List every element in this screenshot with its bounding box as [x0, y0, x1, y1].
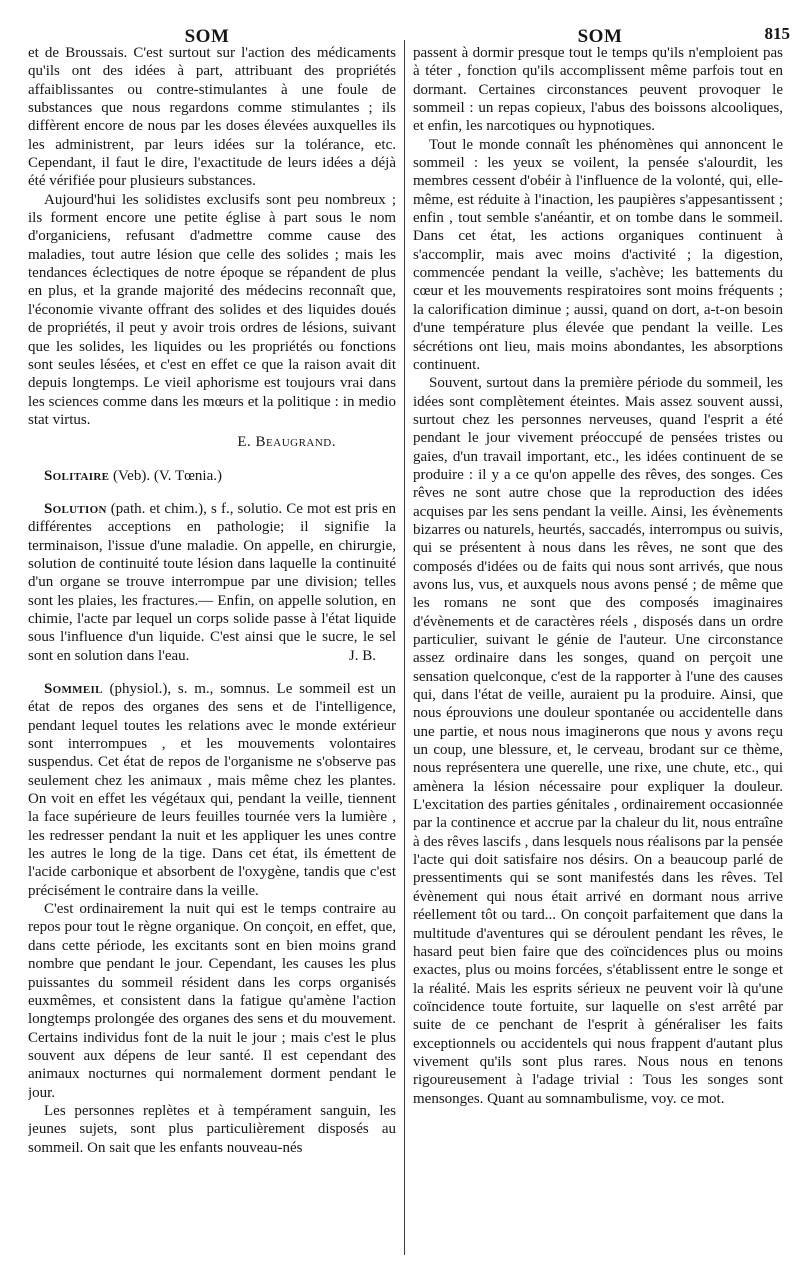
paragraph-solidistes: Aujourd'hui les solidistes exclusifs sont peu nombreux ; ils forment encore une petite église à part sous le nom d'organiciens, refusant d'admettre comme cause des maladies, tout autre lésion que celle des solides ; mais les tendances éclectiques de notre époque se répandent de plus en plus, et la grande majorité des médecins reconnaît que, l'économie vivante offrant des solides et des liquides doués de propriétés, il peut y avoir trois ordres de lésions, suivant que les solides, les liquides ou les propriétés ou fonctions sont seules lésées, et c'est en effet ce que la raison avait dit depuis longtemps. Le vieil aphorisme est toujours vrai dans les sciences comme dans les mœurs et la politique : in medio stat virtus. [28, 191, 396, 428]
headword-sommeil: Sommeil [44, 681, 103, 697]
paragraph-reves: Souvent, surtout dans la première période du sommeil, les idées sont complètement éteintes. Mais assez souvent aussi, surtout chez les personnes nerveuses, quand l'esprit a été pendant le jour vivement préoccupé de pensées tristes ou gaies, d'un travail important, etc., les idées continuent de se produire : il y a ce qu'on appelle des rêves, des songes. Ces rêves ne sont autre chose que la reproduction des idées acquises par les sens pendant la veille. Ainsi, les évènements bizarres ou naturels, heurtés, saccadés, interrompus ou suivis, qui se présentent à nous dans les rêves, ne sont que des composés d'idées ou de faits qui nous sont arrivés, que nous avons lus, vus, et auxquels nous avons pensé ; de même que les romans ne sont que des composés imaginaires d'évènements et de caractères réels , disposés dans un ordre particulier, suivant le génie de l'auteur. Une circonstance assez ordinaire dans les songes, quand on perçoit une sensation quelconque, c'est de la rapporter à l'une des causes qui, dans l'état de veille, auraient pu la produire. Ainsi, que nous éprouvions une douleur spontanée ou accidentelle dans une partie, et nous nous imaginerons que nous y avons reçu un coup, une blessure, et, le cerveau, brodant sur ce thème, nous représentera une querelle, une rixe, une chute, etc., qui amènera la lésion nécessaire pour expliquer la douleur. L'excitation des parties génitales , ordinairement occasionnée par la continence et accrue par la chaleur du lit, nous entraîne à des rêves lascifs , dans lesquels nous réalisons par la pensée l'acte qui doit satisfaire nos désirs. On a beaucoup parlé de pressentiments qui se sont manifestés dans les rêves. Tel évènement qui nous était arrivé en dormant nous arrive réellement tôt ou tard... On conçoit parfaitement que dans la multitude d'aventures qui se déroulent pendant les rêves, le hasard peut bien faire que des coïncidences plus ou moins exactes, plus ou moins forcées, s'établissent entre le songe et la réalité. Mais les esprits sérieux ne peuvent voir là qu'une coïncidence toute fortuite, sur laquelle on s'est arrêté par suite de ce penchant de l'esprit à généraliser les faits exceptionnels ou accidentels qui nous frappent d'autant plus vivement qu'ils sont plus rares. Nous nous en tenons rigoureusement à l'adage trivial : Tous les songes sont mensonges. Quant au somnambulisme, voy. ce mot. [413, 375, 783, 1107]
article-signature: E. Beaugrand. [237, 434, 336, 451]
paragraph-broussais: et de Broussais. C'est surtout sur l'action des médicaments qu'ils ont des idées à part, attribuant des propriétés affaiblissantes ou contre-stimulantes à une foule de substances que nous regardons comme stimulantes ; ils diffèrent encore de nous par les doses élevées auxquelles ils les administrent, par leurs idées sur la tolérance, etc. Cependant, il faut le dire, l'exactitude de leurs idées a déjà été vérifiée pour plusieurs substances. [28, 45, 396, 190]
running-head-right: SOM [577, 26, 623, 47]
entry-solitaire [28, 467, 396, 485]
left-column [28, 44, 396, 1260]
column-divider [404, 40, 405, 1255]
entry-solution-author: J. B. [348, 647, 376, 664]
paragraph-repletes: Les personnes replètes et à tempérament sanguin, les jeunes sujets, sont plus particulièrement disposés au sommeil. On sait que les enfants nouveau-nés [28, 1102, 396, 1156]
paragraph-nouveau-nes: passent à dormir presque tout le temps qu'ils n'emploient pas à téter , fonction qu'ils accomplissent même parfois tout en dormant. Certaines circonstances peuvent provoquer le sommeil : un repas copieux, l'abus des boissons alcooliques, et enfin, les narcotiques ou hypnotiques. [413, 45, 783, 135]
entry-sommeil-text: (physiol.), s. m., somnus. Le sommeil est un état de repos des organes des sens et de l'intelligence, pendant lequel toutes les relations avec le monde extérieur sont interrompues , et les mouvements volontaires suspendus. Cet état de repos de l'organisme ne s'observe pas seulement chez les animaux , mais même chez les plantes. On voit en effet les végétaux qui, pendant la veille, tiennent la face supérieure de leurs feuilles tournée vers la lumière , les redresser pendant la nuit et les appliquer les unes contre les autres le long de la tige. Dans cet état, ils émettent de l'acide carbonique et absorbent de l'oxygène, tandis que c'est précisément le contraire dans la veille. [28, 681, 396, 899]
paragraph-phenomenes: Tout le monde connaît les phénomènes qui annoncent le sommeil : les yeux se voilent, la pensée s'alourdit, les membres cessent d'obéir à l'influence de la volonté, qui, elle-même, est réduite à l'inaction, les paupières s'appesantissent ; enfin , tout semble s'anéantir, et on tombe dans le sommeil. Dans cet état, les actions organiques continuent à s'accomplir, mais avec moins d'activité ; la digestion, commencée pendant la veille, s'achève; les battements du cœur et les mouvements respiratoires sont moins fréquents ; la calorification diminue ; aussi, quand on dort, a-t-on besoin d'une température plus élevée que pendant la veille. Les sécrétions ont lieu, mais moins abondantes, les absorptions continuent. [413, 136, 783, 373]
page-number: 815 [764, 24, 790, 43]
entry-solution [28, 500, 396, 665]
entry-solitaire-text: (Veb). (V. Tœnia.) [109, 467, 223, 484]
entry-solution-text: (path. et chim.), s f., solutio. Ce mot est pris en différentes acceptions en pathologie; il signifie la terminaison, l'issue d'une maladie. On appelle, en chirurgie, solution de continuité toute lésion dans laquelle la continuité d'un organe se trouve interrompue par une division; telles sont les plaies, les fractures.— Enfin, on appelle solution, en chimie, l'acte par lequel un corps solide passe à l'état liquide sous l'influence d'un liquide. C'est ainsi que le sucre, le sel sont en solution dans l'eau. [28, 500, 396, 664]
running-head-left: SOM [184, 26, 230, 47]
right-column [413, 44, 783, 1244]
headword-solitaire: Solitaire [44, 467, 110, 484]
entry-sommeil [28, 680, 396, 900]
paragraph-nuit: C'est ordinairement la nuit qui est le temps contraire au repos pour tout le règne organique. On conçoit, en effet, que, dans cette période, les excitants sont en bien moins grand nombre que pendant le jour. Cependant, les causes les plus puissantes du sommeil résident dans les corps organisés euxmêmes, et consistent dans la fatigue qu'amène l'action longtemps prolongée des organes des sens et du mouvement. Certains individus font de la nuit le jour ; mais c'est le plus souvent aux dépens de leur santé. Il est cependant des animaux nocturnes qui normalement dorment pendant le jour. [28, 901, 396, 1101]
headword-solution: Solution [44, 500, 107, 517]
